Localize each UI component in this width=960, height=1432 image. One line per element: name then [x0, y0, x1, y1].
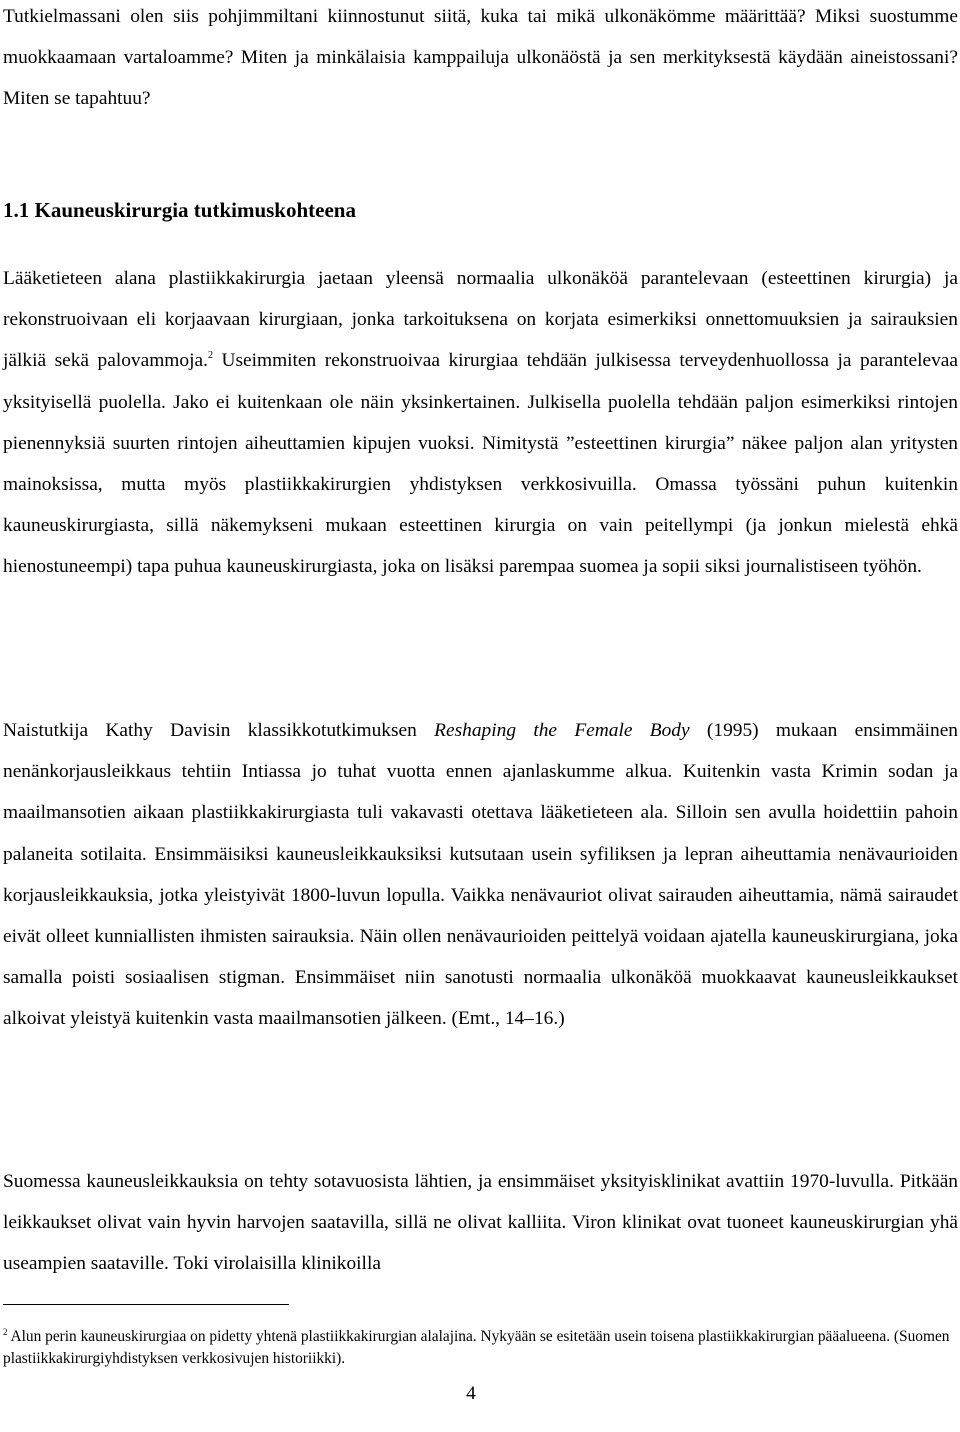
- paragraph-2-text-a: Naistutkija Kathy Davisin klassikkotutkimuksen: [3, 720, 435, 741]
- footnote-reference[interactable]: 2: [207, 350, 213, 362]
- body-paragraph-3: Suomessa kauneusleikkauksia on tehty sotavuosista lähtien, ja ensimmäiset yksityisklinikat avattiin 1970-luvulla. Pitkään leikkaukset olivat vain hyvin harvojen saatavilla, sillä ne olivat kalliita. Viron klinikat ovat tuoneet kauneuskirurgian yhä useampien saataville. Toki virolaisilla klinikoilla: [3, 1171, 958, 1275]
- section-heading: 1.1 Kauneuskirurgia tutkimuskohteena: [3, 198, 356, 222]
- paragraph-1-text-a: Lääketieteen alana plastiikkakirurgia jaetaan yleensä normaalia ulkonäköä parantelevaan (esteettinen kirurgia) ja rekonstruoivaan eli korjaavaan kirurgiaan, jonka tarkoituksena on korjata esimerkiksi onnettomuuksien ja sairauksien jälkiä sekä palovammoja.: [3, 268, 958, 372]
- paragraph-1-text-b: Useimmiten rekonstruoivaa kirurgiaa tehdään julkisessa terveydenhuollossa ja parantelevaa yksityisellä puolella. Jako ei kuitenkaan ole näin yksinkertainen. Julkisella puolella tehdään paljon esimerkiksi rintojen pienennyksiä suurten rintojen aiheuttamien kipujen vuoksi. Nimitystä ”esteettinen kirurgia” näkee paljon alan yritysten mainoksissa, mutta myös plastiikkakirurgien yhdistyksen verkkosivuilla. Omassa työssäni puhun kuitenkin kauneuskirurgiasta, sillä näkemykseni mukaan esteettinen kirurgia on vain peitellympi (ja jonkun mielestä ehkä hienostuneempi) tapa puhua kauneuskirurgiasta, joka on lisäksi parempaa suomea ja sopii siksi journalistiseen työhön.: [3, 350, 959, 578]
- page-number: 4: [466, 1383, 476, 1404]
- intro-paragraph: Tutkielmassani olen siis pohjimmiltani kiinnostunut siitä, kuka tai mikä ulkonäkömme määrittää? Miksi suostumme muokkaamaan vartaloamme? Miten ja minkälaisia kamppailuja ulkonäöstä ja sen merkityksestä käydään aineistossani? Miten se tapahtuu?: [3, 6, 958, 110]
- body-paragraph-2: [3, 710, 958, 1040]
- footnote-number: 2: [3, 1327, 8, 1337]
- footnote: [3, 1326, 958, 1370]
- footnote-divider: [3, 1304, 289, 1305]
- paragraph-2-text-b: (1995) mukaan ensimmäinen nenänkorjausleikkaus tehtiin Intiassa jo tuhat vuotta ennen ajanlaskumme alkua. Kuitenkin vasta Krimin sodan ja maailmansotien aikaan plastiikkakirurgiasta tuli vakavasti otettava lääketieteen ala. Silloin sen avulla hoidettiin pahoin palaneita sotilaita. Ensimmäisiksi kauneusleikkauksiksi kutsutaan usein syfiliksen ja lepran aiheuttamia nenävaurioiden korjausleikkauksia, jotka yleistyivät 1800-luvun lopulla. Vaikka nenävauriot olivat sairauden aiheuttamia, nämä sairaudet eivät olleet kunniallisten ihmisten sairauksia. Näin ollen nenävaurioiden peittelyä voidaan ajatella kauneuskirurgiana, joka samalla poisti sosiaalisen stigman. Ensimmäiset niin sanotusti normaalia ulkonäköä muokkaavat kauneusleikkaukset alkoivat yleistyä kuitenkin vasta maailmansotien jälkeen. (Emt., 14–16.): [3, 720, 958, 1030]
- book-title: Reshaping the Female Body: [434, 720, 690, 741]
- footnote-text: Alun perin kauneuskirurgiaa on pidetty yhtenä plastiikkakirurgian alalajina. Nykyään se esitetään usein toisena plastiikkakirurgian pääalueena. (Suomen plastiikkakirurgiyhdistyksen verkkosivujen historiikki).: [3, 1328, 950, 1367]
- body-paragraph-1: [3, 258, 958, 588]
